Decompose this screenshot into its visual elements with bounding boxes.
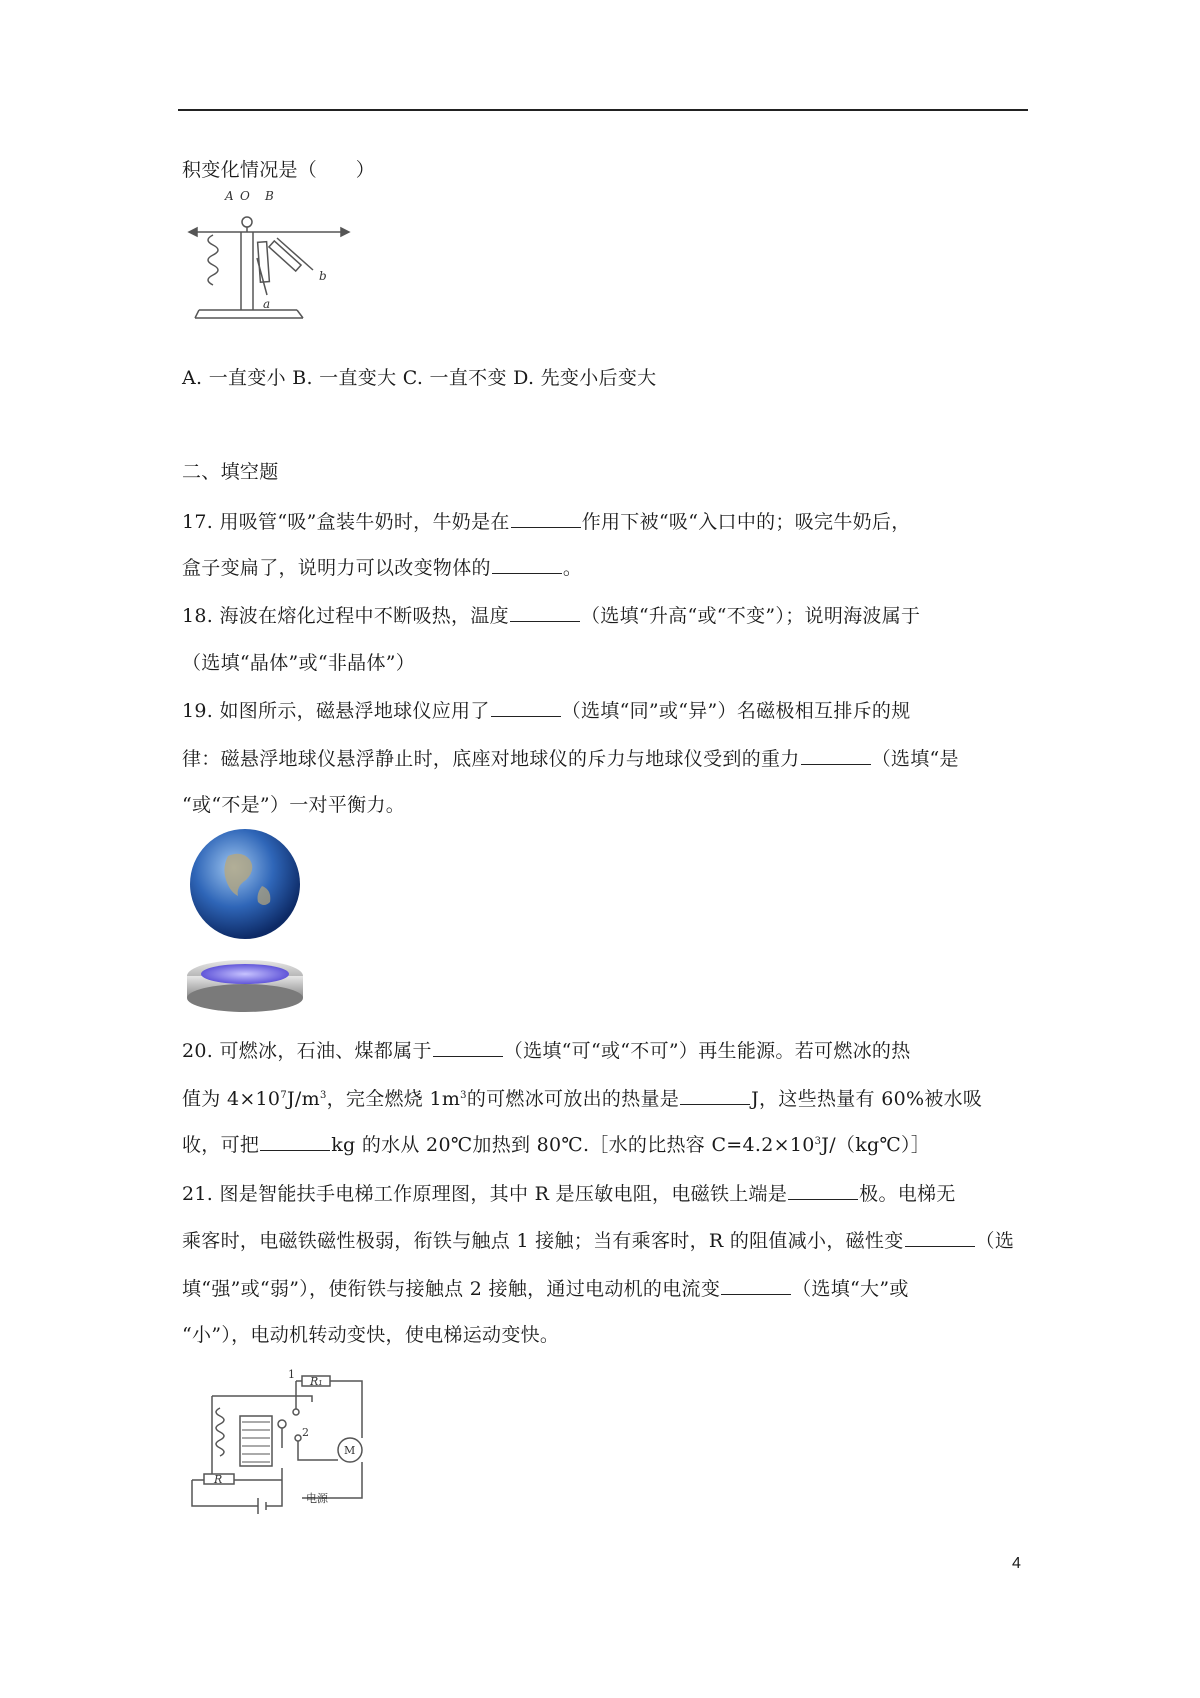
q19-line3: “或“不是”）一对平衡力。 xyxy=(182,794,406,816)
q16-options: A. 一直变小 B. 一直变大 C. 一直不变 D. 先变小后变大 xyxy=(182,367,657,389)
answer-blank[interactable] xyxy=(492,555,562,574)
q19-line2: 律：磁悬浮地球仪悬浮静止时，底座对地球仪的斥力与地球仪受到的重力 （选填“是 xyxy=(182,748,959,770)
q21-line1: 21. 图是智能扶手电梯工作原理图，其中 R 是压敏电阻，电磁铁上端是 极。电梯无 xyxy=(182,1183,956,1205)
q19-line1: 19. 如图所示，磁悬浮地球仪应用了 （选填“同”或“异”）名磁极相互排斥的规 xyxy=(182,700,911,722)
label-b-spring: b xyxy=(319,269,327,283)
q17-line1: 17. 用吸管“吸”盒装牛奶时，牛奶是在 作用下被“吸“入口中的；吸完牛奶后， xyxy=(182,511,911,533)
q18-line1: 18. 海波在熔化过程中不断吸热，温度 （选填“升高“或“不变”）；说明海波属于 xyxy=(182,605,921,627)
answer-blank[interactable] xyxy=(721,1276,791,1295)
q21-line3: 填“强”或“弱”），使衔铁与接触点 2 接触，通过电动机的电流变 （选填“大”或 xyxy=(182,1278,909,1300)
q21-line2: 乘客时，电磁铁磁性极弱，衔铁与触点 1 接触；当有乘客时，R 的阻值减小，磁性变 （选 xyxy=(182,1230,1015,1252)
label-motor: M xyxy=(344,1444,356,1457)
label-o-point: O xyxy=(240,189,250,203)
answer-blank[interactable] xyxy=(788,1181,858,1200)
answer-blank[interactable] xyxy=(680,1086,750,1105)
answer-blank[interactable] xyxy=(511,509,581,528)
maglev-globe-figure xyxy=(180,826,310,1016)
q20-line1: 20. 可燃冰，石油、煤都属于 （选填“可“或“不可”）再生能源。若可燃冰的热 xyxy=(182,1040,911,1062)
label-r1: R₁ xyxy=(310,1375,323,1388)
q17-line2: 盒子变扁了，说明力可以改变物体的 。 xyxy=(182,557,583,579)
label-b-point: B xyxy=(265,189,274,203)
label-contact-2: 2 xyxy=(302,1426,309,1439)
q20-line2: 值为 $4\times 10^7J/m^3$，完全燃烧 $1m^3$的可燃冰可放出的热量是 J，这些热量有 60%被水吸 xyxy=(182,1088,983,1110)
elevator-circuit-figure xyxy=(182,1368,372,1518)
answer-blank[interactable] xyxy=(491,698,561,717)
label-contact-1: 1 xyxy=(288,1368,295,1381)
lever-spring-figure xyxy=(185,180,355,320)
answer-blank[interactable] xyxy=(510,603,580,622)
label-power: 电源 xyxy=(306,1492,328,1505)
answer-blank[interactable] xyxy=(905,1228,975,1247)
section-title: 二、填空题 xyxy=(182,461,279,483)
header-rule xyxy=(178,109,1028,111)
answer-blank[interactable] xyxy=(260,1132,330,1151)
answer-blank[interactable] xyxy=(433,1038,503,1057)
page-number: 4 xyxy=(1012,1555,1021,1572)
q18-line2: （选填“晶体”或“非晶体”） xyxy=(182,652,416,674)
label-a-spring: a xyxy=(263,297,271,311)
label-a-point: A xyxy=(225,189,234,203)
q20-line3: 收，可把 kg 的水从 20℃加热到 80℃.［水的比热容 $C=4.2\times 10^3J/(kg℃)]$ xyxy=(182,1134,931,1156)
q16-stem-tail: 积变化情况是（ ） xyxy=(182,159,376,181)
answer-blank[interactable] xyxy=(801,746,871,765)
q21-line4: “小”），电动机转动变快，使电梯运动变快。 xyxy=(182,1324,560,1346)
label-r: R xyxy=(214,1473,223,1486)
